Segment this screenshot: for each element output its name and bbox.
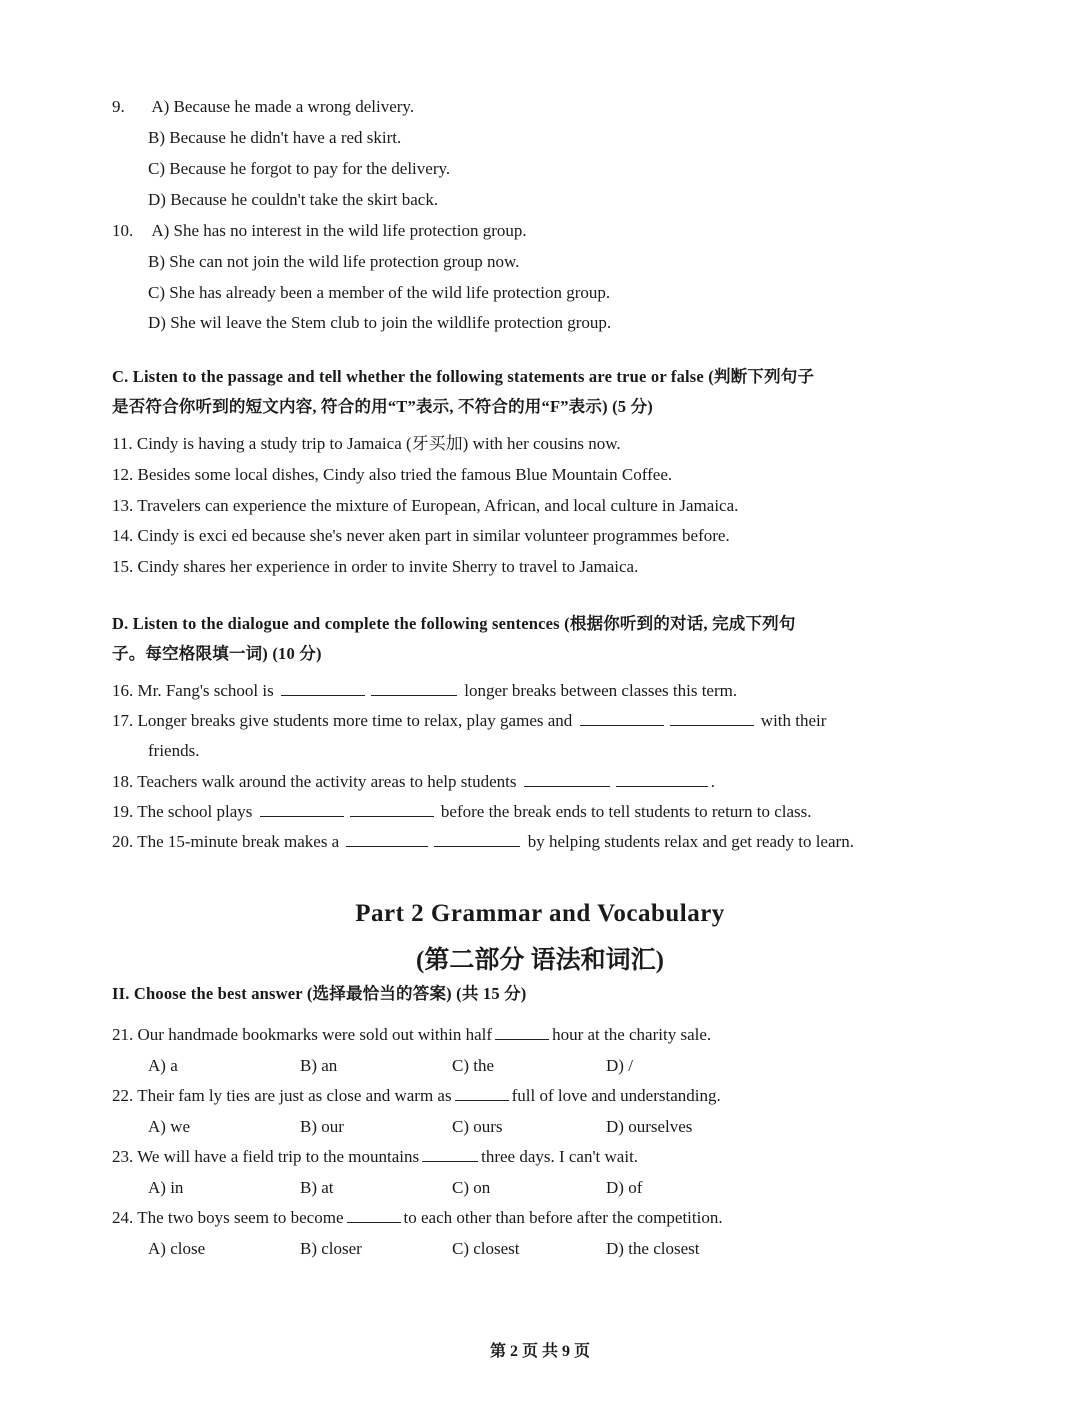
section-c-header-cont: 是否符合你听到的短文内容, 符合的用“T”表示, 不符合的用“F”表示) (5 分) — [112, 397, 653, 416]
question-21 — [112, 1024, 960, 1046]
question-stem: to each other than before after the competition. — [403, 1208, 723, 1227]
answer-blank[interactable] — [670, 711, 754, 726]
section-d-header-cont: 子。每空格限填一词) (10 分) — [112, 644, 322, 663]
option-c[interactable]: C) on — [452, 1178, 491, 1197]
question-22 — [112, 1085, 960, 1107]
answer-blank[interactable] — [371, 681, 457, 696]
question-stem: 21. Our handmade bookmarks were sold out within half — [112, 1025, 493, 1044]
answer-blank[interactable] — [455, 1086, 509, 1101]
section-ii-header: II. Choose the best answer (选择最恰当的答案) (共 15 分) — [112, 984, 527, 1003]
option-b[interactable]: B) closer — [300, 1239, 362, 1258]
option-d[interactable]: D) of — [606, 1178, 643, 1197]
statement-15: 15. Cindy shares her experience in order to invite Sherry to travel to Jamaica. — [112, 557, 639, 576]
sentence-20 — [112, 831, 960, 853]
option-b[interactable]: B) our — [300, 1117, 344, 1136]
option-a[interactable]: A) close — [148, 1239, 206, 1258]
option-d[interactable]: D) the closest — [606, 1239, 700, 1258]
option-b: B) Because he didn't have a red skirt. — [148, 128, 402, 147]
question-10 — [112, 220, 960, 242]
statement-12: 12. Besides some local dishes, Cindy also tried the famous Blue Mountain Coffee. — [112, 465, 673, 484]
option-d: D) She wil leave the Stem club to join the wildlife protection group. — [148, 313, 612, 332]
answer-blank[interactable] — [346, 832, 428, 847]
option-a[interactable]: A) we — [148, 1117, 191, 1136]
answer-blank[interactable] — [616, 772, 708, 787]
question-9 — [112, 96, 960, 118]
sentence-17 — [112, 710, 960, 732]
option-b[interactable]: B) at — [300, 1178, 334, 1197]
answer-blank[interactable] — [580, 711, 664, 726]
answer-blank[interactable] — [350, 802, 434, 817]
option-c[interactable]: C) the — [452, 1056, 495, 1075]
statement-13: 13. Travelers can experience the mixture of European, African, and local culture in Jamaica. — [112, 496, 739, 515]
section-d-header: D. Listen to the dialogue and complete the following sentences (根据你听到的对话, 完成下列句 — [112, 614, 796, 633]
answer-blank[interactable] — [422, 1147, 478, 1162]
sentence-text: longer breaks between classes this term. — [464, 681, 738, 700]
sentence-text: 19. The school plays — [112, 802, 253, 821]
part-2-title-cn: (第二部分 语法和词汇) — [416, 947, 664, 974]
option-a[interactable]: A) in — [148, 1178, 184, 1197]
question-stem: full of love and understanding. — [511, 1086, 721, 1105]
statement-14: 14. Cindy is exci ed because she's never aken part in similar volunteer programmes before. — [112, 526, 730, 545]
option-d[interactable]: D) ourselves — [606, 1117, 693, 1136]
option-c: C) Because he forgot to pay for the delivery. — [148, 159, 451, 178]
option-c[interactable]: C) closest — [452, 1239, 520, 1258]
question-23 — [112, 1146, 960, 1168]
option-c: C) She has already been a member of the wild life protection group. — [148, 283, 611, 302]
option-c[interactable]: C) ours — [452, 1117, 503, 1136]
section-c-header: C. Listen to the passage and tell whether the following statements are true or false (判断下列句子 — [112, 367, 815, 386]
answer-blank[interactable] — [347, 1208, 401, 1223]
question-stem: 22. Their fam ly ties are just as close and warm as — [112, 1086, 452, 1105]
question-stem: three days. I can't wait. — [481, 1147, 639, 1166]
option-d[interactable]: D) / — [606, 1056, 633, 1075]
answer-blank[interactable] — [260, 802, 344, 817]
option-d: D) Because he couldn't take the skirt back. — [148, 190, 439, 209]
question-stem: 24. The two boys seem to become — [112, 1208, 344, 1227]
sentence-text: 17. Longer breaks give students more time to relax, play games and — [112, 711, 573, 730]
page-number: 第 2 页 共 9 页 — [489, 1343, 590, 1360]
question-stem: hour at the charity sale. — [552, 1025, 712, 1044]
option-b[interactable]: B) an — [300, 1056, 338, 1075]
sentence-text: by helping students relax and get ready to learn. — [527, 832, 854, 851]
option-a: A) Because he made a wrong delivery. — [151, 97, 415, 116]
question-number: 9. — [112, 97, 125, 116]
statement-11: 11. Cindy is having a study trip to Jamaica (牙买加) with her cousins now. — [112, 434, 621, 453]
question-24 — [112, 1207, 960, 1229]
part-2-title: Part 2 Grammar and Vocabulary — [355, 900, 725, 927]
sentence-16 — [112, 680, 960, 702]
answer-blank[interactable] — [281, 681, 365, 696]
answer-blank[interactable] — [434, 832, 520, 847]
question-number: 10. — [112, 221, 134, 240]
option-a[interactable]: A) a — [148, 1056, 178, 1075]
option-b: B) She can not join the wild life protection group now. — [148, 252, 520, 271]
answer-blank[interactable] — [495, 1025, 549, 1040]
sentence-text: 18. Teachers walk around the activity areas to help students — [112, 772, 517, 791]
sentence-text: 16. Mr. Fang's school is — [112, 681, 274, 700]
sentence-text: with their — [760, 711, 827, 730]
sentence-19 — [112, 801, 960, 823]
option-a: A) She has no interest in the wild life protection group. — [151, 221, 527, 240]
sentence-17-cont: friends. — [148, 741, 200, 760]
sentence-text: 20. The 15-minute break makes a — [112, 832, 340, 851]
answer-blank[interactable] — [524, 772, 610, 787]
sentence-text: before the break ends to tell students to return to class. — [440, 802, 812, 821]
sentence-period: . — [710, 772, 715, 791]
sentence-18 — [112, 771, 960, 793]
question-stem: 23. We will have a field trip to the mountains — [112, 1147, 420, 1166]
